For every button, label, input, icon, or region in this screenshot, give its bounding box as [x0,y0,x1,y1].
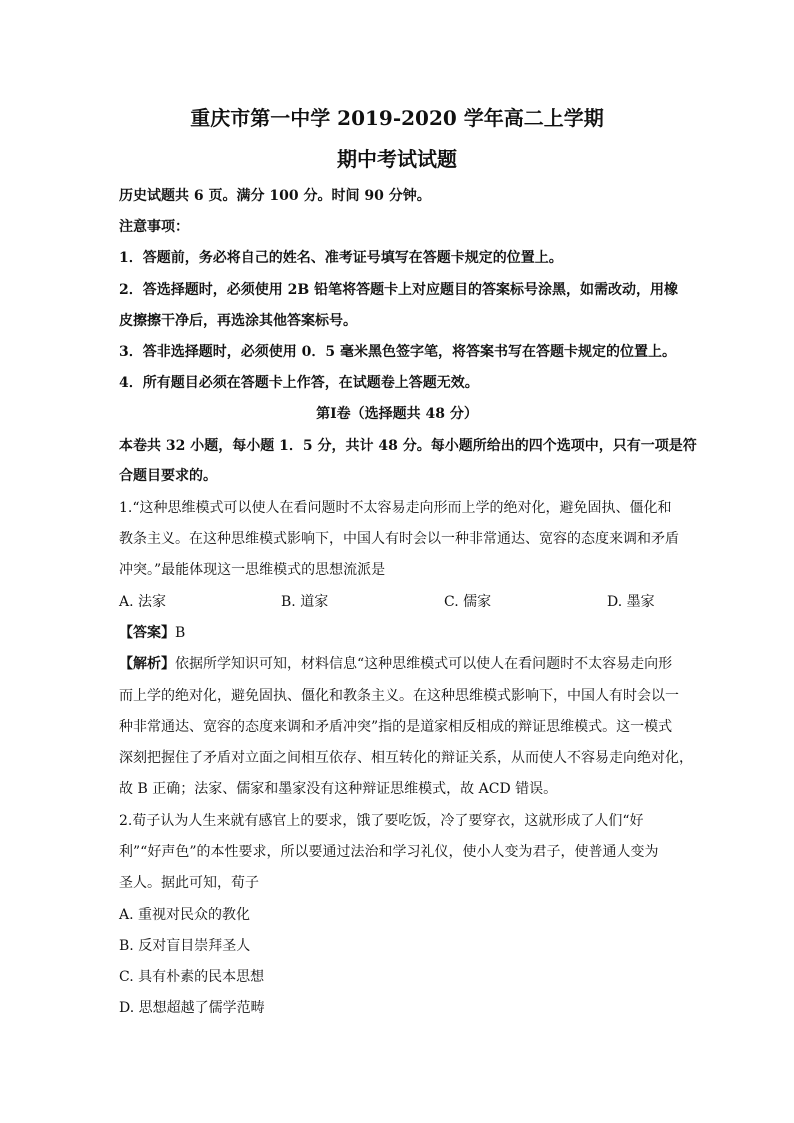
question-1-analysis: 而上学的绝对化，避免固执、僵化和教条主义。在这种思维模式影响下，中国人有时会以一 [119,688,679,704]
exam-info: 历史试题共 6 页。满分 100 分。时间 90 分钟。 [119,188,431,204]
answer-value: B [175,625,186,641]
notice-item: 2．答选择题时，必须使用 2B 铅笔将答题卡上对应题目的答案标号涂黑，如需改动，用橡 [119,282,679,298]
notice-item: 1．答题前，务必将自己的姓名、准考证号填写在答题卡规定的位置上。 [119,250,563,266]
question-1-analysis: 故 B 正确；法家、儒家和墨家没有这种辩证思维模式，故 ACD 错误。 [119,781,558,797]
answer-label: 【答案】 [119,625,175,641]
notice-item: 4．所有题目必须在答题卡上作答，在试题卷上答题无效。 [119,375,479,391]
notice-item: 3．答非选择题时，必须使用 0．5 毫米黑色签字笔，将答案书写在答题卡规定的位置上。 [119,344,676,360]
exam-subtitle: 期中考试试题 [337,147,457,171]
notice-heading: 注意事项： [119,219,189,235]
question-1-analysis [119,654,679,674]
question-2-stem: 2.荀子认为人生来就有感官上的要求，饿了要吃饭，冷了要穿衣，这就形成了人们“好 [119,813,644,829]
question-2-option-d: D. 思想超越了儒学范畴 [119,1000,265,1016]
question-1-option-c: C. 儒家 [444,594,492,610]
question-2-stem: 圣人。据此可知，荀子 [119,875,259,891]
notice-item: 皮擦擦干净后，再选涂其他答案标号。 [119,313,357,329]
question-1-option-b: B. 道家 [281,594,329,610]
question-2-option-c: C. 具有朴素的民本思想 [119,969,265,985]
section-heading: 第Ⅰ卷（选择题共 48 分） [316,406,478,422]
question-2-stem: 利”“好声色”的本性要求，所以要通过法治和学习礼仪，使小人变为君子，使普通人变为 [119,844,659,860]
analysis-text: 依据所学知识可知，材料信息“这种思维模式可以使人在看问题时不太容易走向形 [175,656,673,672]
question-1-analysis: 种非常通达、宽容的态度来调和矛盾冲突”指的是道家相反相成的辩证思维模式。这一模式 [119,719,673,735]
section-description: 本卷共 32 小题，每小题 1．5 分，共计 48 分。每小题所给出的四个选项中，只有一项是符 [119,438,697,454]
section-description: 合题目要求的。 [119,468,217,484]
question-2-option-a: A. 重视对民众的教化 [119,907,251,923]
question-1-stem: 教条主义。在这种思维模式影响下，中国人有时会以一种非常通达、宽容的态度来调和矛盾 [119,531,679,547]
question-1-answer [119,623,679,643]
question-2-option-b: B. 反对盲目崇拜圣人 [119,938,251,954]
question-1-option-a: A. 法家 [119,594,167,610]
question-1-stem: 1.“这种思维模式可以使人在看问题时不太容易走向形而上学的绝对化，避免固执、僵化和 [119,500,672,516]
question-1-option-d: D. 墨家 [607,594,655,610]
analysis-label: 【解析】 [119,656,175,672]
question-1-stem: 冲突。”最能体现这一思维模式的思想流派是 [119,562,386,578]
question-1-analysis: 深刻把握住了矛盾对立面之间相互依存、相互转化的辩证关系，从而使人不容易走向绝对化， [119,750,693,766]
exam-title: 重庆市第一中学 2019-2020 学年高二上学期 [190,106,604,130]
